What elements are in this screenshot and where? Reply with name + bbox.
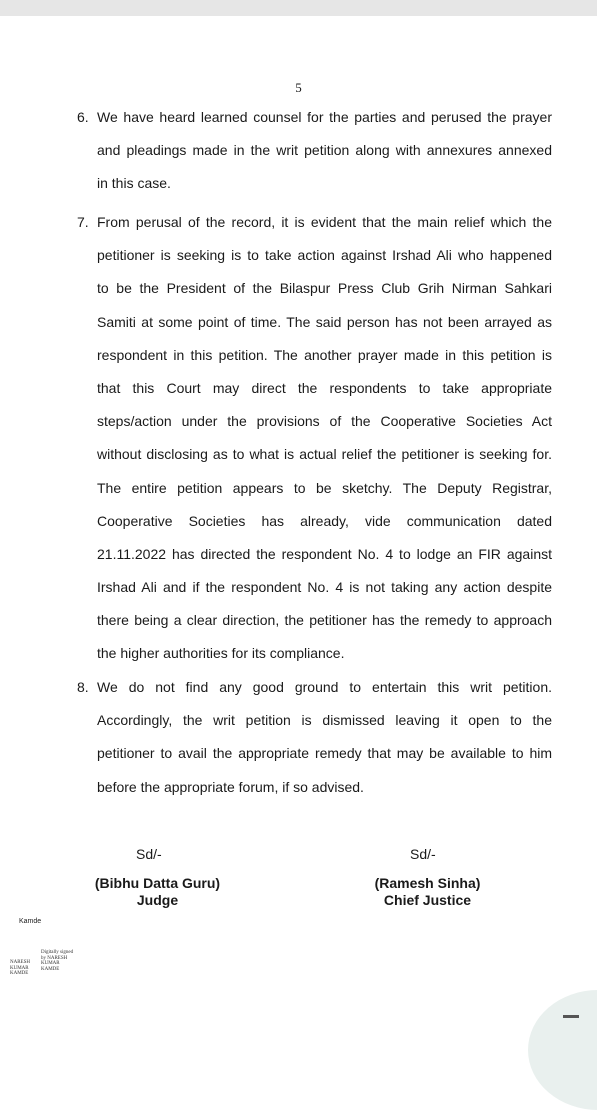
text-line: We have heard learned counsel for the parties and perused the prayer — [97, 109, 552, 125]
text-line: without disclosing as to what is actual relief the petitioner is seeking for. — [97, 446, 552, 463]
text-line: in this case. — [97, 175, 171, 192]
digital-signature-signer: NARESH KUMAR KAMDE — [10, 960, 31, 976]
text-line: From perusal of the record, it is evident that the main relief which the — [97, 214, 552, 230]
text-line: The entire petition appears to be sketchy. The Deputy Registrar, — [97, 479, 552, 496]
footer-initials: Kamde — [19, 918, 42, 925]
paragraph-text — [97, 671, 552, 804]
floating-action-button[interactable] — [528, 990, 597, 1110]
signatory-role: Judge — [136, 892, 179, 908]
menu-icon — [563, 1015, 579, 1018]
signature-judge — [80, 846, 235, 909]
text-line: We do not find any good ground to entertain this writ petition. — [97, 679, 552, 695]
digital-signature-stamp — [10, 950, 80, 990]
paragraph-text — [97, 206, 552, 671]
text-line: the higher authorities for its compliance. — [97, 645, 345, 662]
text-line: Irshad Ali and if the respondent No. 4 is not taking any action despite — [97, 579, 552, 596]
paragraph-number: 6. — [77, 109, 89, 125]
text-line: before the appropriate forum, if so advised. — [97, 778, 364, 795]
signatory-name: (Ramesh Sinha) — [374, 875, 481, 891]
page-number: 5 — [295, 80, 302, 95]
text-line: there being a clear direction, the petitioner has the remedy to approach — [97, 612, 552, 629]
viewer-top-bar — [0, 0, 597, 16]
text-line: Accordingly, the writ petition is dismissed leaving it open to the — [97, 712, 552, 729]
text-line: respondent in this petition. The another prayer made in this petition is — [97, 346, 552, 363]
text-line: that this Court may direct the respondents to take appropriate — [97, 379, 552, 396]
digital-signature-text: Digitally signed by NARESH KUMAR KAMDE — [41, 950, 74, 972]
text-line: to be the President of the Bilaspur Press Club Grih Nirman Sahkari — [97, 280, 552, 297]
text-line: petitioner is seeking is to take action against Irshad Ali who happened — [97, 247, 552, 264]
text-line: and pleadings made in the writ petition along with annexures annexed — [97, 142, 552, 159]
text-line: steps/action under the provisions of the Cooperative Societies Act — [97, 413, 552, 430]
text-line: 21.11.2022 has directed the respondent No. 4 to lodge an FIR against — [97, 545, 552, 562]
text-line: Samiti at some point of time. The said person has not been arrayed as — [97, 313, 552, 330]
sd-mark: Sd/- — [410, 846, 436, 862]
signatory-role: Chief Justice — [383, 892, 472, 908]
paragraph-text — [97, 101, 552, 201]
sd-mark: Sd/- — [136, 846, 162, 862]
paragraph-number: 8. — [77, 679, 89, 695]
signature-chief-justice — [355, 846, 500, 909]
paragraph-number: 7. — [77, 214, 89, 230]
signatory-name: (Bibhu Datta Guru) — [94, 875, 221, 891]
text-line: petitioner to avail the appropriate remedy that may be available to him — [97, 745, 552, 762]
text-line: Cooperative Societies has already, vide communication dated — [97, 512, 552, 529]
